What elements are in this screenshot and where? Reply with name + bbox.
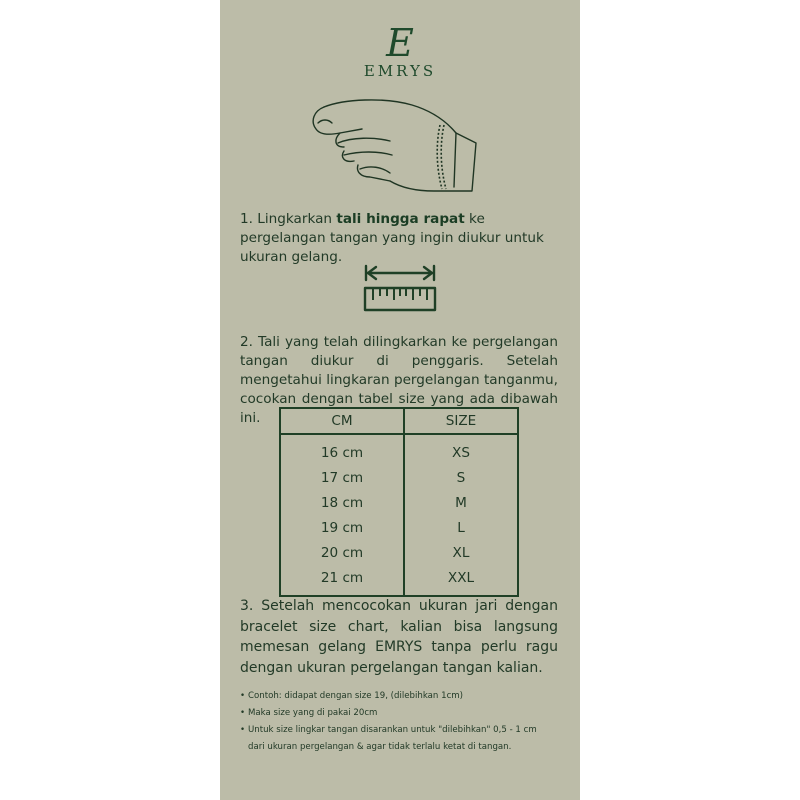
size-cell: L xyxy=(457,519,465,536)
table-row xyxy=(280,465,518,490)
note-item: • Maka size yang di pakai 20cm xyxy=(240,705,570,722)
step-1-text: 1. Lingkarkan tali hingga rapat ke pergelangan tangan yang ingin diukur untuk ukuran gelang. xyxy=(240,211,544,265)
table-row xyxy=(280,515,518,540)
cm-cell: 16 cm xyxy=(280,434,404,465)
cm-cell: 20 cm xyxy=(280,540,404,565)
column-header-size: SIZE xyxy=(404,408,518,434)
size-table xyxy=(279,407,519,597)
step-3-text: 3. Setelah mencocokan ukuran jari dengan bracelet size chart, kalian bisa langsung memesan gelang EMRYS tanpa perlu ragu dengan ukuran pergelangan tangan kalian. xyxy=(240,598,558,676)
cm-cell: 19 cm xyxy=(280,515,404,540)
cm-cell: 17 cm xyxy=(280,465,404,490)
size-cell: XXL xyxy=(447,569,475,586)
step-2-text: 2. Tali yang telah dilingkarkan ke pergelangan tangan diukur di penggaris. Setelah mengetahui lingkaran pergelangan tanganmu, cocokan dengan tabel size yang ada dibawah ini. xyxy=(240,334,558,426)
hand-with-bracelet-icon xyxy=(304,95,494,205)
cm-cell: 21 cm xyxy=(280,565,404,596)
ruler-measure-icon xyxy=(360,262,440,314)
table-row xyxy=(280,540,518,565)
table-row xyxy=(280,490,518,515)
cm-cell: 18 cm xyxy=(280,490,404,515)
size-cell: S xyxy=(456,469,466,486)
table-row xyxy=(280,565,518,596)
monogram-e-icon xyxy=(220,20,580,62)
svg-text:E: E xyxy=(386,21,414,62)
size-cell: M xyxy=(455,494,467,511)
size-cell: XS xyxy=(452,444,470,461)
note-item: • Untuk size lingkar tangan disarankan untuk "dilebihkan" 0,5 - 1 cm xyxy=(240,722,570,739)
table-header-row xyxy=(280,408,518,434)
note-item: • Contoh: didapat dengan size 19, (dilebihkan 1cm) xyxy=(240,688,570,705)
brand-monogram-logo xyxy=(220,20,580,62)
size-cell: XL xyxy=(452,544,470,561)
table-row xyxy=(280,434,518,465)
notes-list xyxy=(240,688,570,756)
brand-name: EMRYS xyxy=(363,62,437,80)
size-guide-panel xyxy=(220,0,580,800)
column-header-cm: CM xyxy=(280,408,404,434)
note-item-continued: dari ukuran pergelangan & agar tidak terlalu ketat di tangan. xyxy=(248,742,512,752)
